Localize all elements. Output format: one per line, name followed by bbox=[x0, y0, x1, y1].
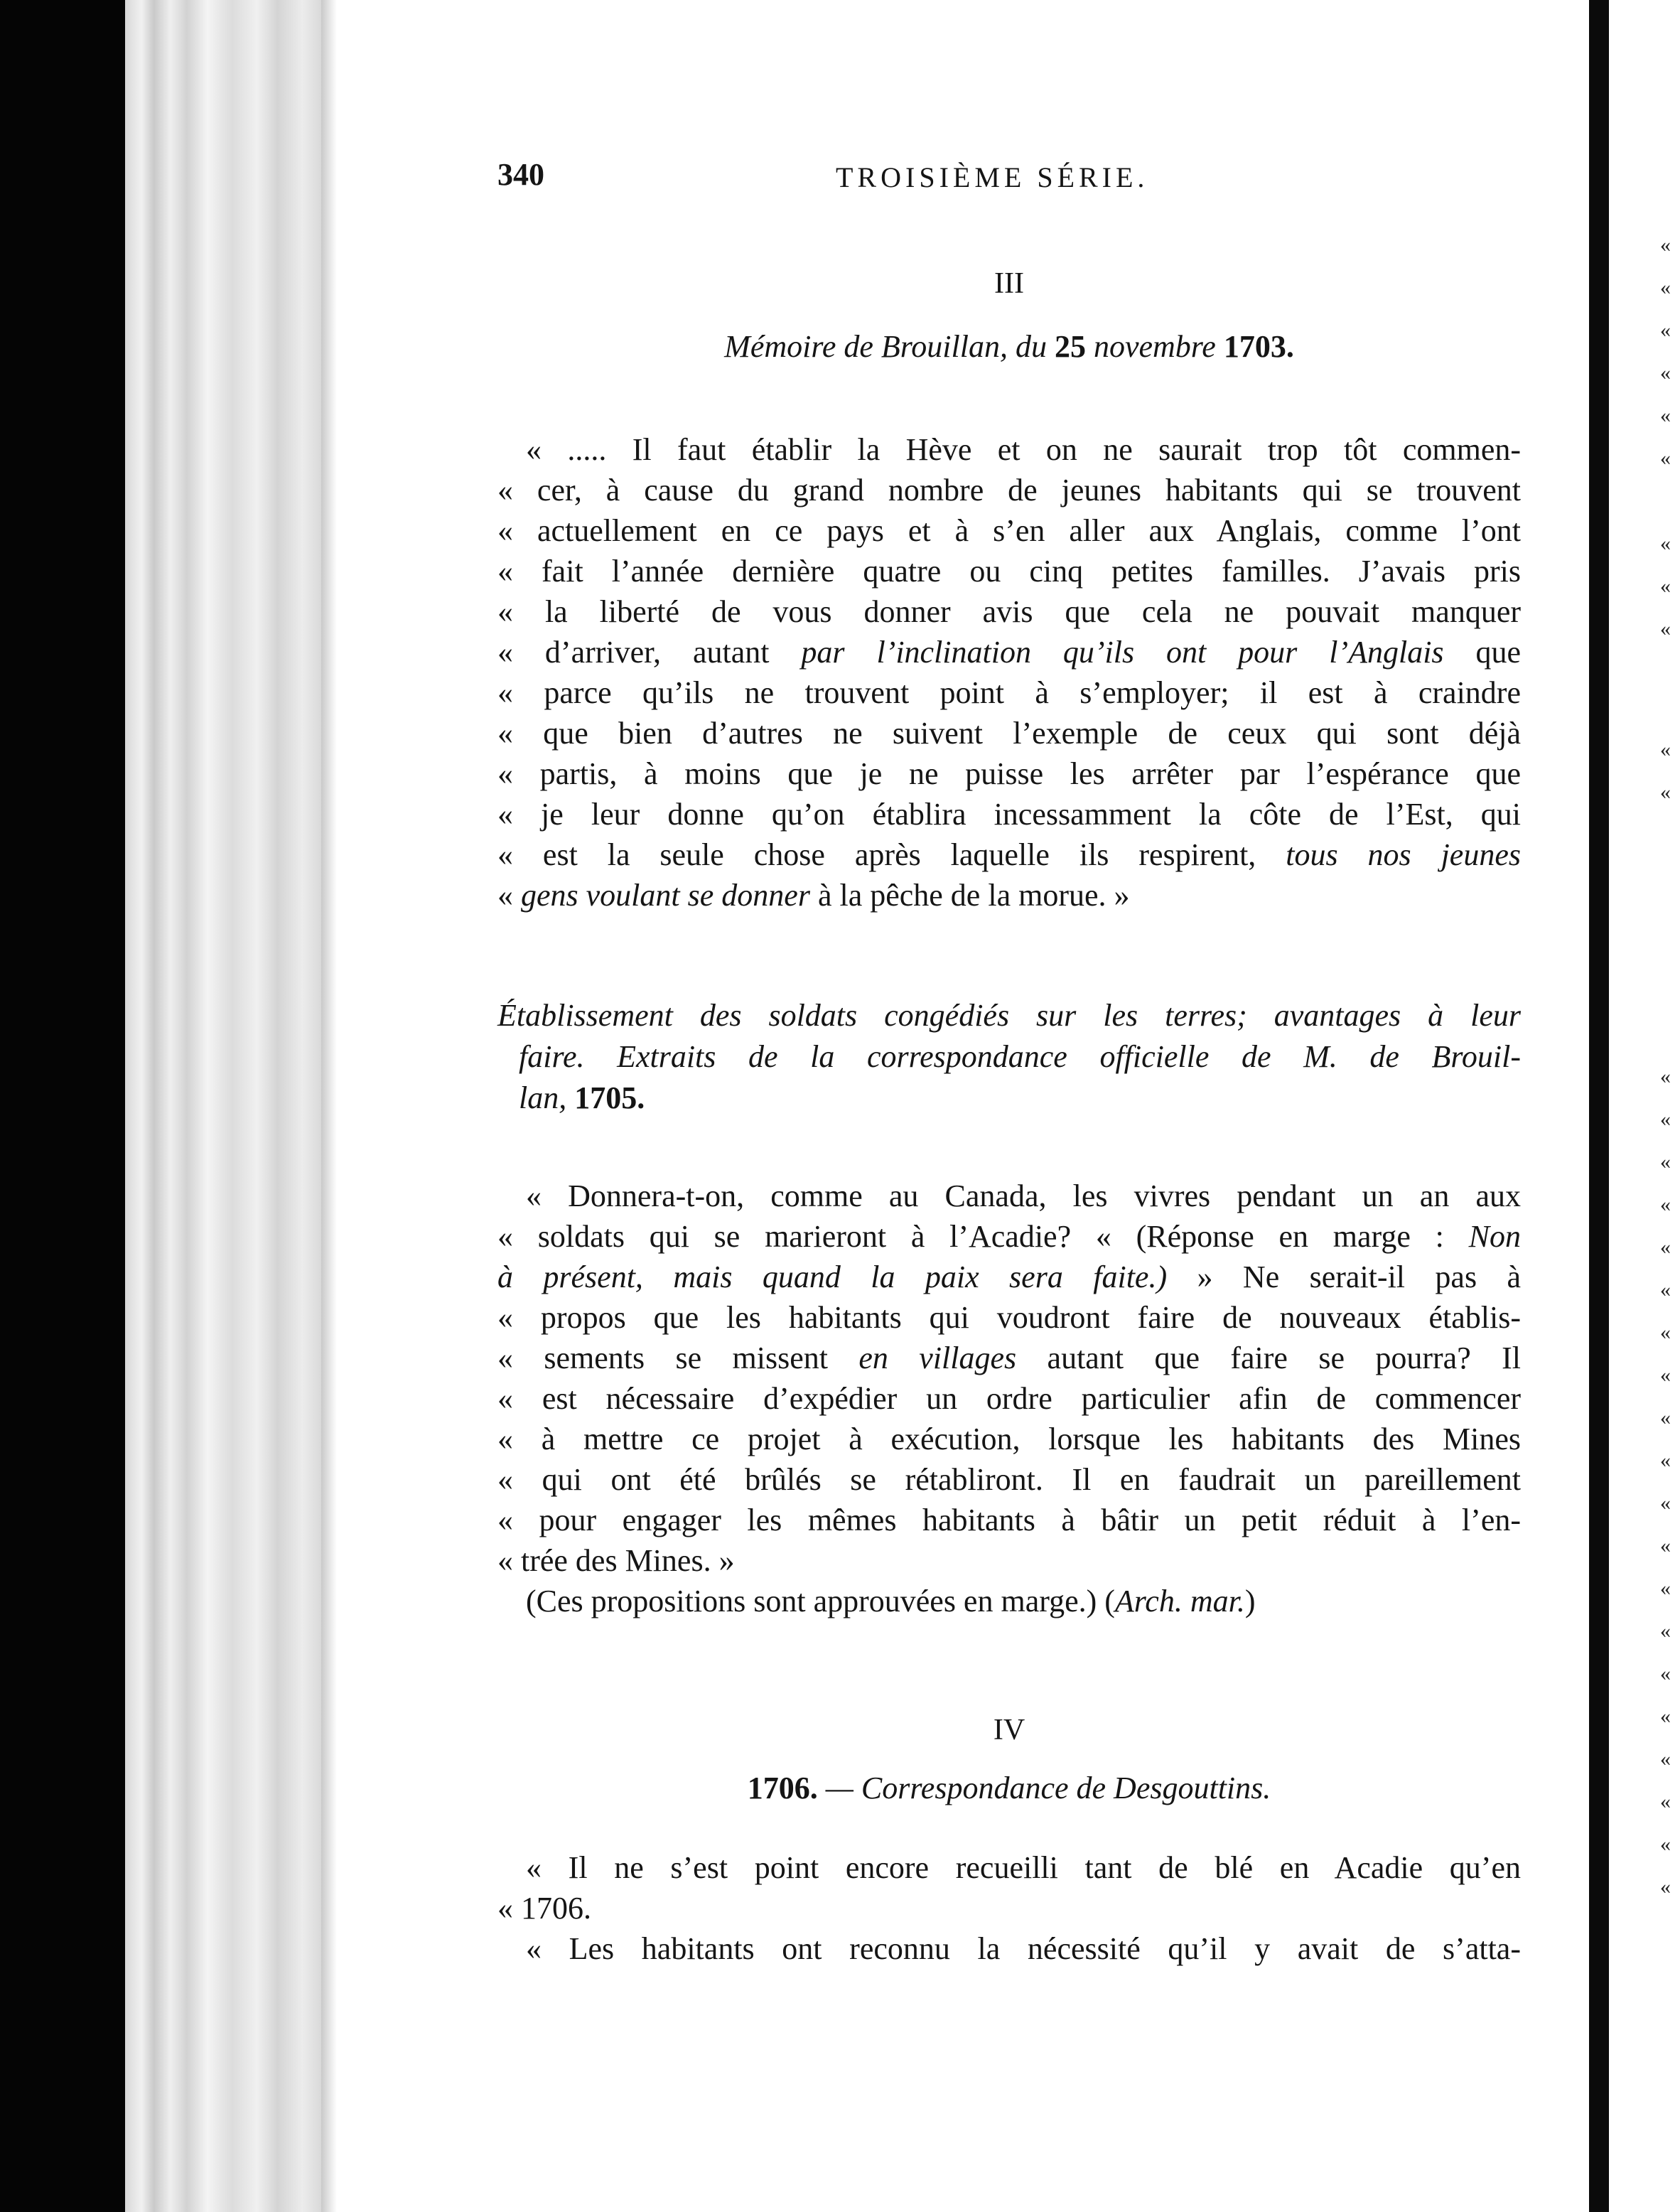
quote1-line: « partis, à moins que je ne puisse les arrêter par l’espérance que bbox=[497, 756, 1521, 791]
gutter-shadow bbox=[321, 0, 337, 2212]
quote2-line bbox=[497, 1217, 1521, 1257]
quote2-line: « trée des Mines. » bbox=[497, 1543, 735, 1578]
scan-left-dark-edge bbox=[0, 0, 125, 2212]
facing-quote-mark: « bbox=[1660, 1278, 1671, 1301]
quote2-text: autant que faire se pourra? Il bbox=[1016, 1341, 1521, 1375]
quote3-line: « Les habitants ont reconnu la nécessité qu’il y avait de s’atta- bbox=[526, 1931, 1521, 1966]
quote1-line: « la liberté de vous donner avis que cela ne pouvait manquer bbox=[497, 594, 1521, 629]
quote1-line: « actuellement en ce pays et à s’en aller aux Anglais, comme l’ont bbox=[497, 513, 1521, 548]
quote2-text: « soldats qui se marieront à l’Acadie? « (Réponse en marge : bbox=[497, 1219, 1469, 1254]
quote1-text: « bbox=[497, 878, 521, 913]
section-title-iii bbox=[497, 328, 1521, 365]
facing-quote-mark: « bbox=[1660, 1790, 1671, 1813]
quote1-line: « ..... Il faut établir la Hève et on ne saurait trop tôt commen- bbox=[526, 432, 1521, 467]
section-numeral-iii: III bbox=[994, 267, 1024, 300]
facing-quote-mark: « bbox=[1660, 1875, 1671, 1899]
facing-quote-mark: « bbox=[1660, 617, 1671, 640]
quote1-line bbox=[497, 633, 1521, 672]
quote3-line: « Il ne s’est point encore recueilli tant de blé en Acadie qu’en bbox=[526, 1850, 1521, 1885]
quote2-text: » Ne serait-il pas à bbox=[1167, 1260, 1522, 1294]
quote2-text: « sements se missent bbox=[497, 1341, 859, 1375]
quote1-italic-text: gens voulant se donner bbox=[521, 878, 810, 913]
quote1-italic-text: tous nos jeunes bbox=[1286, 837, 1521, 872]
facing-quote-mark: « bbox=[1660, 532, 1671, 555]
quote1-line bbox=[497, 835, 1521, 875]
facing-quote-mark: « bbox=[1660, 1662, 1671, 1685]
quote2-text: (Ces propositions sont approuvées en marge.) ( bbox=[526, 1584, 1115, 1618]
quote2-text: ) bbox=[1244, 1584, 1256, 1618]
facing-quote-mark: « bbox=[1660, 276, 1671, 299]
quote1-line: « fait l’année dernière quatre ou cinq petites familles. J’avais pris bbox=[497, 554, 1521, 589]
facing-quote-mark: « bbox=[1660, 446, 1671, 470]
quote1-line: « cer, à cause du grand nombre de jeunes habitants qui se trouvent bbox=[497, 473, 1521, 508]
quote1-text: à la pêche de la morue. » bbox=[809, 878, 1130, 913]
facing-page-margin-quotes bbox=[1660, 0, 1680, 2212]
quote2-italic-text: à présent, mais quand la paix sera faite.) bbox=[497, 1260, 1168, 1294]
section-title-year: 1706. bbox=[747, 1771, 818, 1805]
quote1-line bbox=[497, 876, 1521, 916]
facing-quote-mark: « bbox=[1660, 1619, 1671, 1643]
quote1-line: « que bien d’autres ne suivent l’exemple de ceux qui sont déjà bbox=[497, 716, 1521, 751]
facing-quote-mark: « bbox=[1660, 361, 1671, 385]
facing-quote-mark: « bbox=[1660, 574, 1671, 598]
facing-quote-mark: « bbox=[1660, 1363, 1671, 1387]
section-title-iv bbox=[497, 1770, 1521, 1806]
facing-quote-mark: « bbox=[1660, 1150, 1671, 1174]
facing-quote-mark: « bbox=[1660, 1321, 1671, 1344]
quote2-line: « propos que les habitants qui voudront faire de nouveaux établis- bbox=[497, 1300, 1521, 1335]
facing-quote-mark: « bbox=[1660, 404, 1671, 427]
quote2-line: « Donnera-t-on, comme au Canada, les vivres pendant un an aux bbox=[526, 1179, 1521, 1213]
page-number: 340 bbox=[497, 157, 544, 192]
facing-quote-mark: « bbox=[1660, 233, 1671, 257]
running-head: TROISIÈME SÉRIE. bbox=[836, 161, 1149, 193]
facing-quote-mark: « bbox=[1660, 738, 1671, 761]
facing-quote-mark: « bbox=[1660, 1534, 1671, 1557]
section-numeral-iv: IV bbox=[993, 1714, 1025, 1746]
facing-quote-mark: « bbox=[1660, 1449, 1671, 1472]
quote1-text: « d’arriver, autant bbox=[497, 635, 802, 670]
quote1-line: « parce qu’ils ne trouvent point à s’employer; il est à craindre bbox=[497, 675, 1521, 710]
facing-quote-mark: « bbox=[1660, 318, 1671, 342]
facing-quote-mark: « bbox=[1660, 1491, 1671, 1515]
book-page-edges bbox=[125, 0, 331, 2212]
section-title-day: 25 bbox=[1054, 329, 1086, 364]
quote1-text: « est la seule chose après laquelle ils respirent, bbox=[497, 837, 1286, 872]
quote2-line bbox=[497, 1338, 1521, 1378]
page-header bbox=[497, 156, 1521, 199]
facing-quote-mark: « bbox=[1660, 1107, 1671, 1131]
quote2-line: « à mettre ce projet à exécution, lorsque les habitants des Mines bbox=[497, 1422, 1521, 1456]
section-title-part: Mémoire de Brouillan, du bbox=[724, 329, 1055, 364]
facing-quote-mark: « bbox=[1660, 1747, 1671, 1771]
section-title-part: — Correspondance de Desgouttins. bbox=[817, 1771, 1271, 1805]
quote2-italic-text: Arch. mar. bbox=[1114, 1584, 1245, 1618]
quote2-line bbox=[497, 1257, 1521, 1297]
quote3-line: « 1706. bbox=[497, 1891, 591, 1926]
facing-quote-mark: « bbox=[1660, 780, 1671, 804]
scan-right-dark-edge bbox=[1589, 0, 1609, 2212]
quote2-italic-text: en villages bbox=[858, 1341, 1017, 1375]
quote1-italic-text: par l’inclination qu’ils ont pour l’Anglais bbox=[801, 635, 1444, 670]
facing-quote-mark: « bbox=[1660, 1704, 1671, 1728]
facing-quote-mark: « bbox=[1660, 1065, 1671, 1088]
subhead-line bbox=[519, 1078, 1542, 1119]
facing-quote-mark: « bbox=[1660, 1406, 1671, 1429]
quote1-line: « je leur donne qu’on établira incessamment la côte de l’Est, qui bbox=[497, 797, 1521, 832]
facing-quote-mark: « bbox=[1660, 1577, 1671, 1600]
quote2-line bbox=[526, 1582, 1521, 1621]
quote2-line: « qui ont été brûlés se rétabliront. Il en faudrait un pareillement bbox=[497, 1462, 1521, 1497]
subhead-text: lan, bbox=[519, 1080, 575, 1115]
subhead-line: faire. Extraits de la correspondance officielle de M. de Brouil- bbox=[519, 1039, 1521, 1074]
facing-quote-mark: « bbox=[1660, 1193, 1671, 1216]
quote1-text: que bbox=[1443, 635, 1522, 670]
quote2-line: « pour engager les mêmes habitants à bâtir un petit réduit à l’en- bbox=[497, 1503, 1521, 1537]
section-title-year: 1703. bbox=[1223, 329, 1294, 364]
facing-quote-mark: « bbox=[1660, 1832, 1671, 1856]
facing-quote-mark: « bbox=[1660, 1235, 1671, 1259]
section-title-part: novembre bbox=[1085, 329, 1224, 364]
quote2-italic-text: Non bbox=[1468, 1219, 1521, 1254]
subhead-line: Établissement des soldats congédiés sur les terres; avantages à leur bbox=[497, 998, 1521, 1033]
quote2-line: « est nécessaire d’expédier un ordre particulier afin de commencer bbox=[497, 1381, 1521, 1416]
subhead-year: 1705. bbox=[574, 1080, 645, 1115]
